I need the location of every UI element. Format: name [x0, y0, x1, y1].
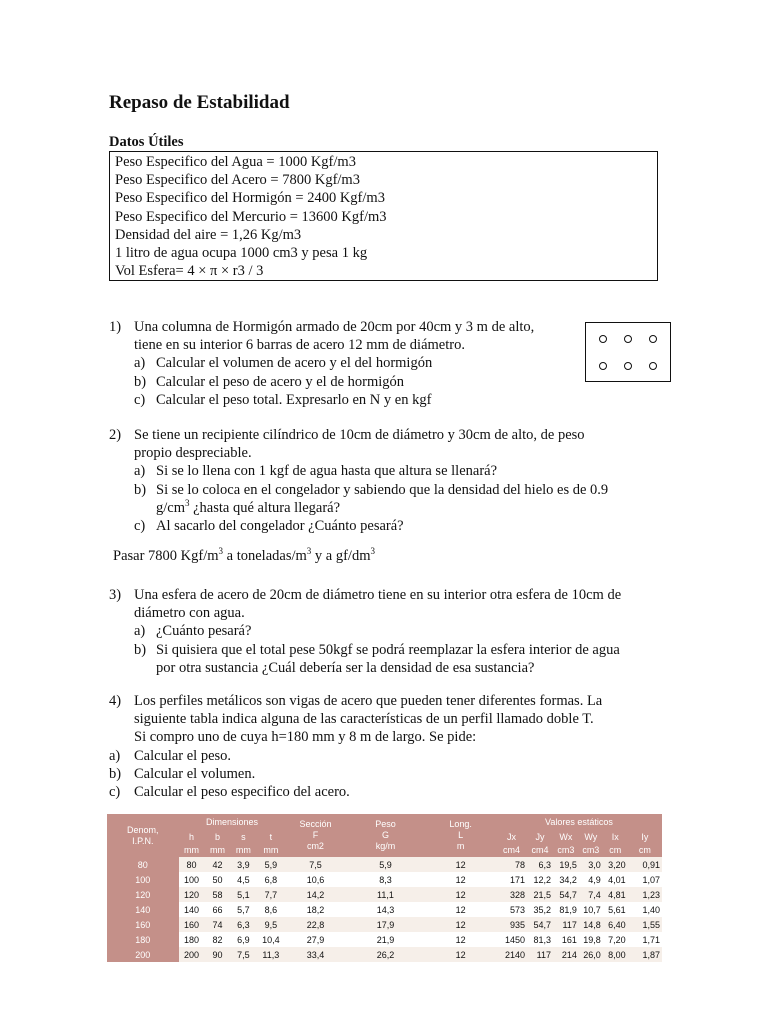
table-cell: 14,8 [579, 917, 603, 932]
unit-text: g/cm [156, 499, 185, 516]
denom-cell: 80 [107, 857, 179, 872]
header-val-col: Iy [628, 831, 662, 843]
sub-item [109, 765, 602, 783]
header-val-col: Wy [579, 831, 603, 843]
bar-circle-icon [624, 362, 632, 370]
header-dim-col: b [205, 831, 231, 843]
table-cell: 12 [425, 947, 496, 962]
denom-cell: 160 [107, 917, 179, 932]
table-cell: 11,1 [346, 887, 426, 902]
table-row [107, 902, 662, 917]
header-unit: cm3 [579, 843, 603, 857]
table-cell: 180 [179, 932, 205, 947]
sub-item-text: Si se lo llena con 1 kgf de agua hasta que altura se llenará? [156, 463, 498, 480]
table-cell: 120 [179, 887, 205, 902]
conversion-exercise [113, 548, 375, 565]
table-cell: 1,23 [628, 887, 662, 902]
table-cell: 8,3 [346, 872, 426, 887]
question-text: Una columna de Hormigón armado de 20cm por 40cm y 3 m de alto, [134, 319, 535, 335]
datos-line: Vol Esfera= 4 × π × r3 / 3 [115, 263, 264, 280]
header-seccion: Sección F cm2 [285, 814, 345, 857]
sub-item-letter: b) [134, 373, 147, 390]
table-cell: 5,9 [256, 857, 285, 872]
sub-item-text: Calcular el peso especifico del acero. [134, 784, 350, 801]
header-long: Long. L m [425, 814, 496, 857]
sub-item [109, 517, 608, 535]
table-cell: 6,9 [230, 932, 256, 947]
table-cell: 12 [425, 887, 496, 902]
table-cell: 161 [553, 932, 579, 947]
sub-item-letter: b) [134, 641, 147, 658]
sub-item-continuation [109, 499, 608, 517]
bar-circle-icon [649, 362, 657, 370]
header-dimensiones: Dimensiones [179, 814, 286, 831]
table-cell: 140 [179, 902, 205, 917]
table-cell: 3,20 [603, 857, 628, 872]
column-section-diagram [585, 322, 671, 382]
question-text: tiene en su interior 6 barras de acero 12 mm de diámetro. [134, 337, 465, 354]
superscript: 3 [306, 546, 312, 557]
table-row [107, 887, 662, 902]
table-cell: 8,6 [256, 902, 285, 917]
conversion-text: a toneladas/m [223, 548, 307, 564]
sub-item-text: Al sacarlo del congelador ¿Cuánto pesará? [156, 518, 404, 535]
datos-line: Densidad del aire = 1,26 Kg/m3 [115, 226, 302, 243]
question-1 [109, 318, 534, 409]
sub-item [109, 481, 608, 499]
denom-cell: 200 [107, 947, 179, 962]
header-unit: mm [256, 843, 285, 857]
datos-line: Peso Especifico del Agua = 1000 Kgf/m3 [115, 154, 356, 170]
table-cell: 10,4 [256, 932, 285, 947]
sub-item-letter: b) [134, 481, 147, 498]
question-number: 3) [109, 587, 122, 603]
table-cell: 8,00 [603, 947, 628, 962]
sub-item-letter: a) [134, 355, 146, 372]
table-cell: 328 [496, 887, 527, 902]
table-row [107, 872, 662, 887]
table-cell: 2140 [496, 947, 527, 962]
datos-line: Peso Especifico del Mercurio = 13600 Kgf/m3 [115, 208, 387, 225]
header-val-col: Jy [527, 831, 553, 843]
header-unit: cm3 [553, 843, 579, 857]
table-cell: 17,9 [346, 917, 426, 932]
header-denom: Denom, I.P.N. [107, 814, 179, 857]
table-cell: 1,07 [628, 872, 662, 887]
sub-item [109, 462, 608, 480]
header-val-col: Wx [553, 831, 579, 843]
table-cell: 7,5 [285, 857, 345, 872]
header-unit: mm [230, 843, 256, 857]
table-cell: 10,6 [285, 872, 345, 887]
denom-cell: 180 [107, 932, 179, 947]
table-cell: 19,5 [553, 857, 579, 872]
page-title: Repaso de Estabilidad [109, 92, 290, 113]
table-cell: 9,5 [256, 917, 285, 932]
conversion-text: Pasar 7800 Kgf/m [113, 548, 219, 564]
denom-cell: 120 [107, 887, 179, 902]
table-cell: 74 [205, 917, 231, 932]
header-peso: Peso G kg/m [346, 814, 426, 857]
table-cell: 5,1 [230, 887, 256, 902]
table-row [107, 917, 662, 932]
table-row [107, 947, 662, 962]
table-cell: 26,2 [346, 947, 426, 962]
question-2 [109, 426, 608, 535]
sub-item-letter: b) [109, 765, 122, 782]
table-cell: 54,7 [553, 887, 579, 902]
bar-circle-icon [649, 335, 657, 343]
sub-item [109, 354, 534, 372]
header-val-col: Ix [603, 831, 628, 843]
question-text: siguiente tabla indica alguna de las características de un perfil llamado doble T. [134, 711, 594, 728]
header-unit: mm [179, 843, 205, 857]
question-3 [109, 586, 621, 677]
sub-item [109, 391, 534, 409]
sub-item-text: Calcular el peso. [134, 747, 232, 764]
sub-item-text: Si se lo coloca en el congelador y sabiendo que la densidad del hielo es de 0.9 [156, 481, 609, 498]
table-cell: 14,3 [346, 902, 426, 917]
table-cell: 81,9 [553, 902, 579, 917]
table-cell: 171 [496, 872, 527, 887]
table-cell: 12 [425, 902, 496, 917]
datos-line: Peso Especifico del Hormigón = 2400 Kgf/m3 [115, 190, 385, 207]
table-cell: 935 [496, 917, 527, 932]
sub-item-letter: a) [109, 747, 121, 764]
superscript: 3 [218, 546, 224, 557]
header-unit: mm [205, 843, 231, 857]
table-cell: 78 [496, 857, 527, 872]
table-cell: 14,2 [285, 887, 345, 902]
table-cell: 5,9 [346, 857, 426, 872]
bar-circle-icon [599, 335, 607, 343]
sub-item-continuation: por otra sustancia ¿Cuál debería ser la densidad de esa sustancia? [156, 659, 535, 676]
table-cell: 3,0 [579, 857, 603, 872]
sub-item [109, 641, 621, 659]
table-cell: 22,8 [285, 917, 345, 932]
sub-item [109, 622, 621, 640]
bar-circle-icon [599, 362, 607, 370]
sub-item-letter: c) [134, 518, 146, 535]
table-cell: 12 [425, 857, 496, 872]
table-cell: 160 [179, 917, 205, 932]
table-cell: 54,7 [527, 917, 553, 932]
question-text: Se tiene un recipiente cilíndrico de 10cm de diámetro y 30cm de alto, de peso [134, 427, 585, 443]
table-cell: 7,5 [230, 947, 256, 962]
sub-item-text: ¿hasta qué altura llegará? [189, 499, 341, 516]
bar-circle-icon [624, 335, 632, 343]
sub-item-text: Si quisiera que el total pese 50kgf se podrá reemplazar la esfera interior de agua [156, 641, 620, 658]
table-cell: 3,9 [230, 857, 256, 872]
question-4 [109, 692, 602, 801]
sub-item-text: Calcular el peso total. Expresarlo en N y en kgf [156, 391, 432, 408]
table-cell: 4,9 [579, 872, 603, 887]
table-cell: 34,2 [553, 872, 579, 887]
table-cell: 27,9 [285, 932, 345, 947]
question-text: Si compro uno de cuya h=180 mm y 8 m de largo. Se pide: [134, 729, 477, 746]
table-cell: 50 [205, 872, 231, 887]
denom-cell: 100 [107, 872, 179, 887]
sub-item [109, 747, 602, 765]
table-cell: 21,9 [346, 932, 426, 947]
table-cell: 82 [205, 932, 231, 947]
superscript: 3 [185, 497, 190, 508]
table-cell: 100 [179, 872, 205, 887]
table-cell: 4,5 [230, 872, 256, 887]
table-cell: 7,4 [579, 887, 603, 902]
sub-item [109, 373, 534, 391]
superscript: 3 [370, 546, 375, 557]
header-unit: cm4 [527, 843, 553, 857]
table-cell: 80 [179, 857, 205, 872]
header-val-col: Jx [496, 831, 527, 843]
table-cell: 19,8 [579, 932, 603, 947]
question-number: 4) [109, 693, 122, 709]
table-cell: 10,7 [579, 902, 603, 917]
table-cell: 26,0 [579, 947, 603, 962]
ipn-profiles-table [107, 814, 662, 962]
table-cell: 4,81 [603, 887, 628, 902]
table-cell: 35,2 [527, 902, 553, 917]
table-cell: 5,61 [603, 902, 628, 917]
table-cell: 12 [425, 932, 496, 947]
question-text: diámetro con agua. [134, 605, 245, 622]
sub-item-text: Calcular el peso de acero y el de hormigón [156, 373, 405, 390]
table-cell: 11,3 [256, 947, 285, 962]
datos-line: 1 litro de agua ocupa 1000 cm3 y pesa 1 kg [115, 245, 368, 262]
question-text: propio despreciable. [134, 445, 252, 462]
header-unit: cm [628, 843, 662, 857]
table-cell: 58 [205, 887, 231, 902]
header-dim-col: h [179, 831, 205, 843]
table-cell: 21,5 [527, 887, 553, 902]
table-cell: 7,7 [256, 887, 285, 902]
datos-line: Peso Especifico del Acero = 7800 Kgf/m3 [115, 172, 360, 189]
table-cell: 0,91 [628, 857, 662, 872]
header-unit: cm [603, 843, 628, 857]
question-text: Los perfiles metálicos son vigas de acero que pueden tener diferentes formas. La [134, 693, 603, 709]
table-cell: 42 [205, 857, 231, 872]
table-cell: 12 [425, 872, 496, 887]
table-cell: 33,4 [285, 947, 345, 962]
table-cell: 6,8 [256, 872, 285, 887]
conversion-text: y a gf/dm [311, 548, 371, 564]
header-dim-col: t [256, 831, 285, 843]
table-cell: 117 [527, 947, 553, 962]
question-number: 1) [109, 319, 122, 335]
header-valores: Valores estáticos [496, 814, 662, 831]
table-cell: 6,3 [230, 917, 256, 932]
table-cell: 200 [179, 947, 205, 962]
table-cell: 81,3 [527, 932, 553, 947]
table-cell: 4,01 [603, 872, 628, 887]
table-cell: 6,3 [527, 857, 553, 872]
table-cell: 18,2 [285, 902, 345, 917]
table-cell: 12,2 [527, 872, 553, 887]
header-dim-col: s [230, 831, 256, 843]
table-cell: 7,20 [603, 932, 628, 947]
table-cell: 214 [553, 947, 579, 962]
table-cell: 66 [205, 902, 231, 917]
table-cell: 1,71 [628, 932, 662, 947]
header-unit: cm4 [496, 843, 527, 857]
question-number: 2) [109, 427, 122, 443]
sub-item [109, 783, 602, 801]
table-row [107, 857, 662, 872]
table-cell: 573 [496, 902, 527, 917]
table-cell: 1,87 [628, 947, 662, 962]
table-cell: 6,40 [603, 917, 628, 932]
sub-item-letter: c) [134, 391, 146, 408]
question-text: Una esfera de acero de 20cm de diámetro tiene en su interior otra esfera de 10cm de [134, 587, 622, 603]
table-cell: 5,7 [230, 902, 256, 917]
table-cell: 1450 [496, 932, 527, 947]
table-cell: 1,55 [628, 917, 662, 932]
table-cell: 117 [553, 917, 579, 932]
datos-utiles-box [109, 151, 658, 281]
sub-item-letter: a) [134, 623, 146, 640]
table-cell: 90 [205, 947, 231, 962]
table-cell: 1,40 [628, 902, 662, 917]
denom-cell: 140 [107, 902, 179, 917]
table-row [107, 932, 662, 947]
sub-item-letter: c) [109, 784, 121, 801]
datos-utiles-heading: Datos Útiles [109, 134, 184, 150]
sub-item-letter: a) [134, 463, 146, 480]
sub-item-text: ¿Cuánto pesará? [156, 623, 252, 640]
sub-item-text: Calcular el volumen de acero y el del hormigón [156, 355, 433, 372]
sub-item-text: Calcular el volumen. [134, 765, 256, 782]
table-cell: 12 [425, 917, 496, 932]
